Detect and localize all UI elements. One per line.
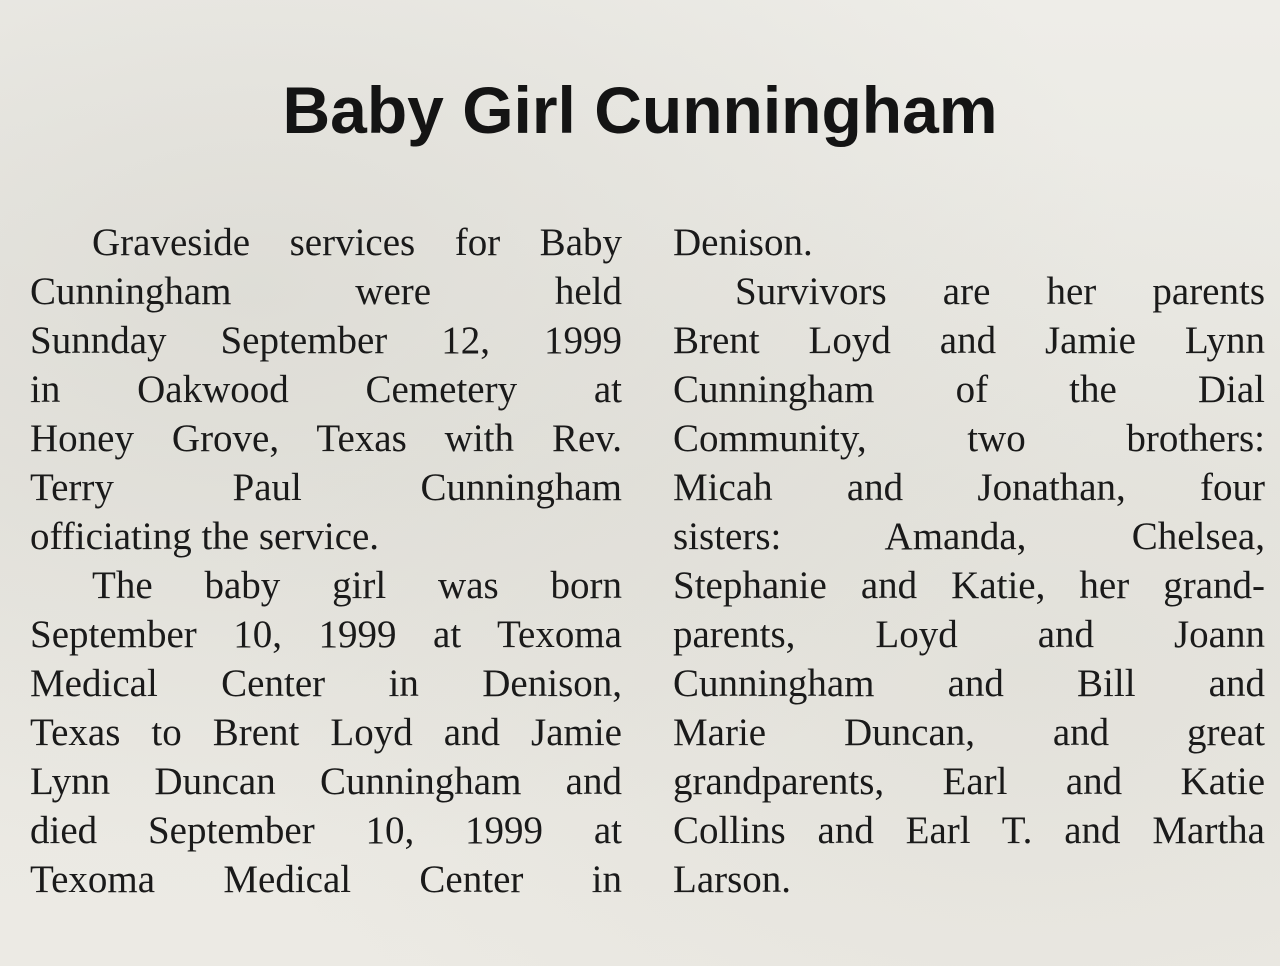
text-line: sisters: Amanda, Chelsea,	[673, 515, 1265, 558]
text-line: died September 10, 1999 at	[30, 809, 622, 852]
text-line: Lynn Duncan Cunningham and	[30, 760, 622, 803]
text-line: Terry Paul Cunningham	[30, 466, 622, 509]
text-line: The baby girl was born	[92, 564, 622, 607]
text-line: Marie Duncan, and great	[673, 711, 1265, 754]
text-line: Survivors are her parents	[735, 270, 1265, 313]
text-line: in Oakwood Cemetery at	[30, 368, 622, 411]
text-line: Cunningham were held	[30, 270, 622, 313]
text-line: Collins and Earl T. and Martha	[673, 809, 1265, 852]
text-line: Micah and Jonathan, four	[673, 466, 1265, 509]
text-line: Community, two brothers:	[673, 417, 1265, 460]
text-line: Cunningham of the Dial	[673, 368, 1265, 411]
text-line: Honey Grove, Texas with Rev.	[30, 417, 622, 460]
text-line: Texoma Medical Center in	[30, 858, 622, 901]
text-line: Denison.	[673, 221, 813, 264]
text-line: Larson.	[673, 858, 792, 901]
obituary-headline: Baby Girl Cunningham	[282, 73, 998, 147]
text-line: Medical Center in Denison,	[30, 662, 622, 705]
text-line: Cunningham and Bill and	[673, 662, 1265, 705]
text-line: Brent Loyd and Jamie Lynn	[673, 319, 1265, 362]
text-line: Graveside services for Baby	[92, 221, 622, 264]
text-line: September 10, 1999 at Texoma	[30, 613, 622, 656]
text-line: officiating the service.	[30, 515, 380, 558]
text-line: Sunnday September 12, 1999	[30, 319, 622, 362]
text-line: Stephanie and Katie, her grand-	[673, 564, 1265, 607]
left-column	[30, 218, 622, 904]
text-line: parents, Loyd and Joann	[673, 613, 1265, 656]
text-line: Texas to Brent Loyd and Jamie	[30, 711, 622, 754]
right-column	[673, 218, 1265, 904]
text-line: grandparents, Earl and Katie	[673, 760, 1265, 803]
